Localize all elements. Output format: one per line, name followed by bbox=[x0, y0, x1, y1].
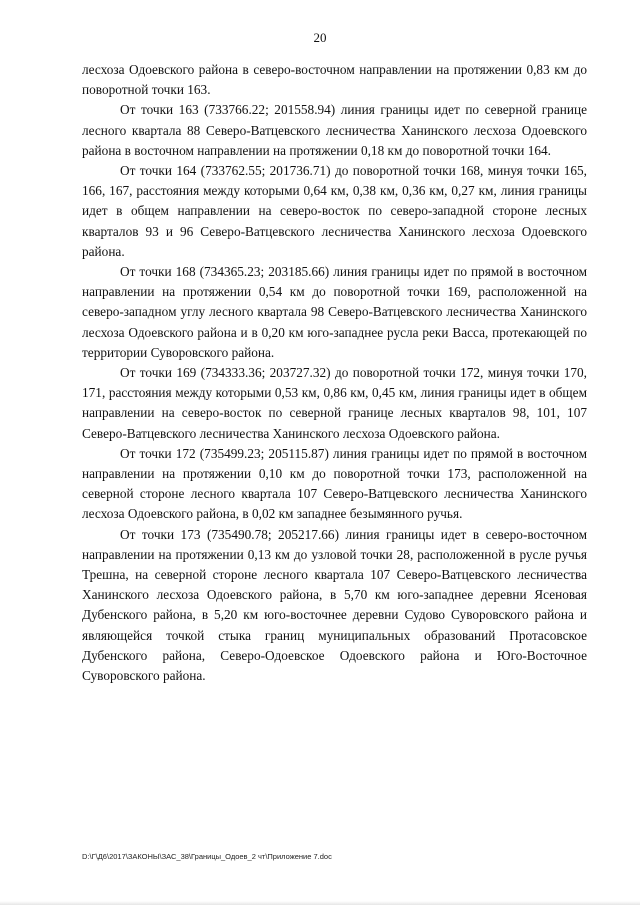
paragraph-point-169: От точки 169 (734333.36; 203727.32) до поворотной точки 172, минуя точки 170, 171, расстояния между которыми 0,53 км, 0,86 км, 0,45 км, линия границы идет в общем направлении на северо-восток по северной границе лесных кварталов 98, 101, 107 Северо-Ватцевского лесничества Ханинского лесхоза Одоевского района. bbox=[82, 365, 587, 441]
paragraph-point-172: От точки 172 (735499.23; 205115.87) линия границы идет по прямой в восточном направлении на протяжении 0,10 км до поворотной точки 173, расположенной на северной стороне лесного квартала 107 Северо-Ватцевского лесничества Ханинского лесхоза Одоевского района, в 0,02 км западнее безымянного ручья. bbox=[82, 445, 587, 522]
paragraph-point-168: От точки 168 (734365.23; 203185.66) линия границы идет по прямой в восточном направлении на протяжении 0,54 км до поворотной точки 169, расположенной на северо-западном углу лесного квартала 98 Северо-Ватцевского лесничества Ханинского лесхоза Одоевского района и в 0,20 км юго-западнее русла реки Васса, протекающей по территории Суворовского района. bbox=[82, 264, 587, 360]
paragraph-point-163: От точки 163 (733766.22; 201558.94) линия границы идет по северной границе лесного квартала 88 Северо-Ватцевского лесничества Ханинского лесхоза Одоевского района в восточном направлении на протяжении 0,18 км до поворотной точки 164. bbox=[82, 102, 587, 158]
footer-file-path: D:\Г\Д6\2017\ЗАКОНЫ\ЗАС_38\Границы_Одоев_2 чт\Приложение 7.doc bbox=[82, 852, 332, 861]
document-body bbox=[82, 60, 587, 686]
paragraph-point-164: От точки 164 (733762.55; 201736.71) до поворотной точки 168, минуя точки 165, 166, 167, расстояния между которыми 0,64 км, 0,38 км, 0,36 км, 0,27 км, линия границы идет в общем направлении на северо-восток по северо-западной стороне лесных кварталов 93 и 96 Северо-Ватцевского лесничества Ханинского лесхоза Одоевского района. bbox=[82, 163, 587, 259]
paragraph-continued: лесхоза Одоевского района в северо-восточном направлении на протяжении 0,83 км до поворотной точки 163. bbox=[82, 62, 587, 98]
page-number: 20 bbox=[313, 30, 327, 45]
scan-edge-shadow bbox=[0, 901, 640, 905]
paragraph-point-173: От точки 173 (735490.78; 205217.66) линия границы идет в северо-восточном направлении на протяжении 0,13 км до узловой точки 28, расположенной в русле ручья Трешна, на северной стороне лесного квартала 107 Северо-Ватцевского лесничества Ханинского лесхоза Одоевского района, в 5,70 км юго-западнее деревни Ясеновая Дубенского района, в 5,20 км юго-восточнее деревни Судово Суворовского района и являющейся точкой стыка границ муниципальных образований Протасовское Дубенского района, Северо-Одоевское Одоевского района и Юго-Восточное Суворовского района. bbox=[82, 526, 587, 684]
